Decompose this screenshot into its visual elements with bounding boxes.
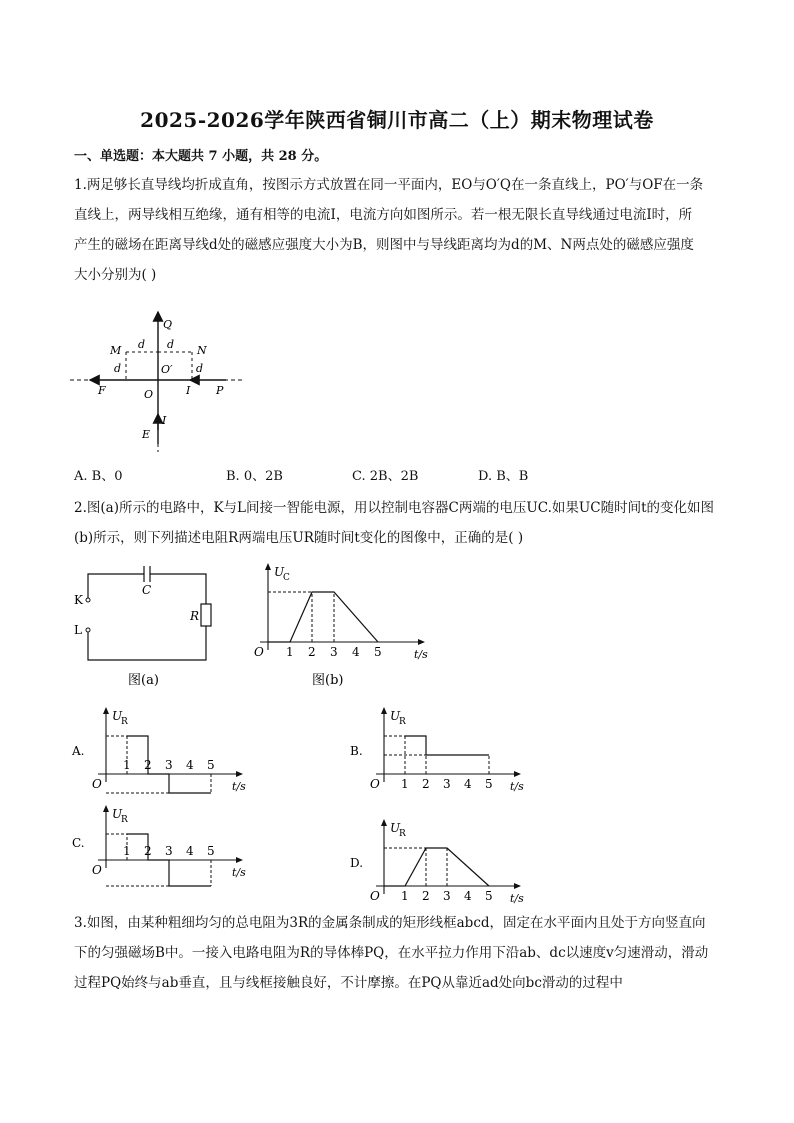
- y-axis-label: U: [390, 821, 401, 835]
- q1-line: 1.两足够长直导线均折成直角，按图示方式放置在同一平面内，EO与O′Q在一条直线上，PO′与OF在一条: [74, 177, 704, 193]
- tick-label: 4: [352, 645, 360, 659]
- y-axis-subscript: R: [121, 815, 128, 825]
- data-series: [405, 736, 489, 755]
- tick-label: 2: [422, 777, 430, 791]
- label-K: K: [74, 593, 83, 607]
- q1-wire-figure: [66, 306, 256, 456]
- q3-line: 下的匀强磁场B中。一接入电路电阻为R的导体棒PQ，在水平拉力作用下沿ab、dc以速度v匀速滑动，滑动: [74, 945, 709, 961]
- q1-line: 大小分别为( ): [74, 267, 157, 283]
- tick-label: 3: [165, 758, 173, 772]
- tick-label: 5: [485, 777, 493, 791]
- label-d: d: [196, 362, 204, 375]
- q2-graph-a: [66, 704, 266, 794]
- option-label: B.: [350, 744, 363, 758]
- y-axis-subscript: R: [121, 717, 128, 727]
- tick-label: 5: [207, 844, 215, 858]
- y-axis-label: U: [112, 807, 123, 821]
- label-O-prime: O′: [161, 363, 173, 376]
- caption-a: 图(a): [128, 673, 159, 688]
- q2-graph-d: [344, 806, 544, 905]
- option-b[interactable]: B. 0、2B: [226, 469, 283, 484]
- y-axis-subscript: R: [399, 829, 406, 839]
- option-d[interactable]: D. B、B: [478, 469, 529, 484]
- label-O: O: [144, 388, 154, 401]
- tick-label: 3: [330, 645, 338, 659]
- tick-label: 1: [123, 844, 131, 858]
- figure-caption: 图(b): [312, 673, 344, 688]
- data-series: [268, 592, 378, 642]
- origin-label: O: [254, 645, 264, 659]
- label-M: M: [110, 344, 122, 357]
- q2-circuit-figure: [66, 560, 226, 690]
- label-C: C: [142, 583, 152, 597]
- y-axis-label: U: [274, 565, 285, 579]
- x-axis-label: t/s: [414, 648, 428, 661]
- q2-line: 2.图(a)所示的电路中，K与L间接一智能电源，用以控制电容器C两端的电压UC.如果UC随时间t的变化如图: [74, 500, 714, 516]
- tick-label: 5: [207, 758, 215, 772]
- question-1-text: [74, 170, 724, 290]
- q2-line: (b)所示，则下列描述电阻R两端电压UR随时间t变化的图像中，正确的是( ): [74, 530, 524, 546]
- q2-graph-c: [66, 802, 266, 902]
- tick-label: 5: [374, 645, 382, 659]
- option-a[interactable]: A. B、0: [74, 469, 123, 484]
- data-series: [384, 848, 489, 886]
- q1-line: 直线上，两导线相互绝缘，通有相等的电流I，电流方向如图所示。若一根无限长直导线通过电流I时，所: [74, 207, 693, 223]
- y-axis-arrow: [265, 563, 271, 570]
- origin-label: O: [370, 777, 380, 791]
- y-axis-subscript: C: [283, 573, 290, 583]
- tick-label: 4: [464, 777, 472, 791]
- label-d: d: [138, 338, 146, 351]
- tick-label: 3: [165, 844, 173, 858]
- label-I: I: [186, 384, 191, 397]
- tick-label: 2: [144, 844, 152, 858]
- x-axis-label: t/s: [510, 780, 524, 793]
- question-3-text: [74, 908, 724, 998]
- label-L: L: [74, 623, 82, 637]
- option-label: C.: [72, 836, 85, 850]
- tick-label: 1: [401, 889, 409, 903]
- origin-label: O: [92, 777, 102, 791]
- x-axis-arrow: [514, 883, 521, 889]
- label-d: d: [167, 338, 175, 351]
- tick-label: 4: [464, 889, 472, 903]
- exam-title: 2025-2026学年陕西省铜川市高二（上）期末物理试卷: [140, 108, 654, 132]
- tick-label: 1: [401, 777, 409, 791]
- tick-label: 4: [186, 758, 194, 772]
- question-2-text: [74, 493, 724, 553]
- y-axis-arrow: [103, 707, 109, 714]
- tick-label: 1: [286, 645, 294, 659]
- label-Q: Q: [163, 318, 173, 331]
- q3-line: 3.如图，由某种粗细均匀的总电阻为3R的金属条制成的矩形线框abcd，固定在水平面内且处于方向竖直向: [74, 915, 706, 931]
- x-axis-arrow: [236, 857, 243, 863]
- x-axis-label: t/s: [232, 866, 246, 879]
- q3-line: 过程PQ始终与ab垂直，且与线框接触良好，不计摩擦。在PQ从靠近ad处向bc滑动的过程中: [74, 975, 623, 991]
- tick-label: 3: [443, 889, 451, 903]
- x-axis-label: t/s: [232, 780, 246, 793]
- x-axis-label: t/s: [510, 892, 524, 905]
- q2-graph-b-option: [344, 704, 544, 794]
- x-axis-arrow: [236, 771, 243, 777]
- y-axis-arrow: [381, 707, 387, 714]
- label-F: F: [98, 384, 106, 397]
- y-axis-label: U: [112, 709, 123, 723]
- label-E: E: [142, 428, 151, 441]
- y-axis-arrow: [103, 805, 109, 812]
- label-I: I: [162, 414, 167, 427]
- option-label: A.: [72, 744, 85, 758]
- label-R: R: [190, 609, 200, 623]
- tick-label: 2: [422, 889, 430, 903]
- option-c[interactable]: C. 2B、2B: [352, 469, 419, 484]
- q1-line: 产生的磁场在距离导线d处的磁感应强度大小为B，则图中与导线距离均为d的M、N两点处的磁感应强度: [74, 237, 694, 253]
- y-axis-label: U: [390, 709, 401, 723]
- section-heading: 一、单选题：本大题共 7 小题，共 28 分。: [74, 149, 328, 164]
- y-axis-arrow: [381, 819, 387, 826]
- x-axis-arrow: [418, 639, 425, 645]
- origin-label: O: [370, 889, 380, 903]
- q1-options: [74, 465, 724, 487]
- tick-label: 2: [144, 758, 152, 772]
- q2-graph-b: [240, 565, 440, 694]
- tick-label: 1: [123, 758, 131, 772]
- label-N: N: [197, 344, 207, 357]
- label-P: P: [216, 384, 224, 397]
- label-d: d: [114, 362, 122, 375]
- option-label: D.: [350, 856, 364, 870]
- origin-label: O: [92, 863, 102, 877]
- tick-label: 3: [443, 777, 451, 791]
- tick-label: 4: [186, 844, 194, 858]
- tick-label: 2: [308, 645, 316, 659]
- x-axis-arrow: [514, 771, 521, 777]
- y-axis-subscript: R: [399, 717, 406, 727]
- tick-label: 5: [485, 889, 493, 903]
